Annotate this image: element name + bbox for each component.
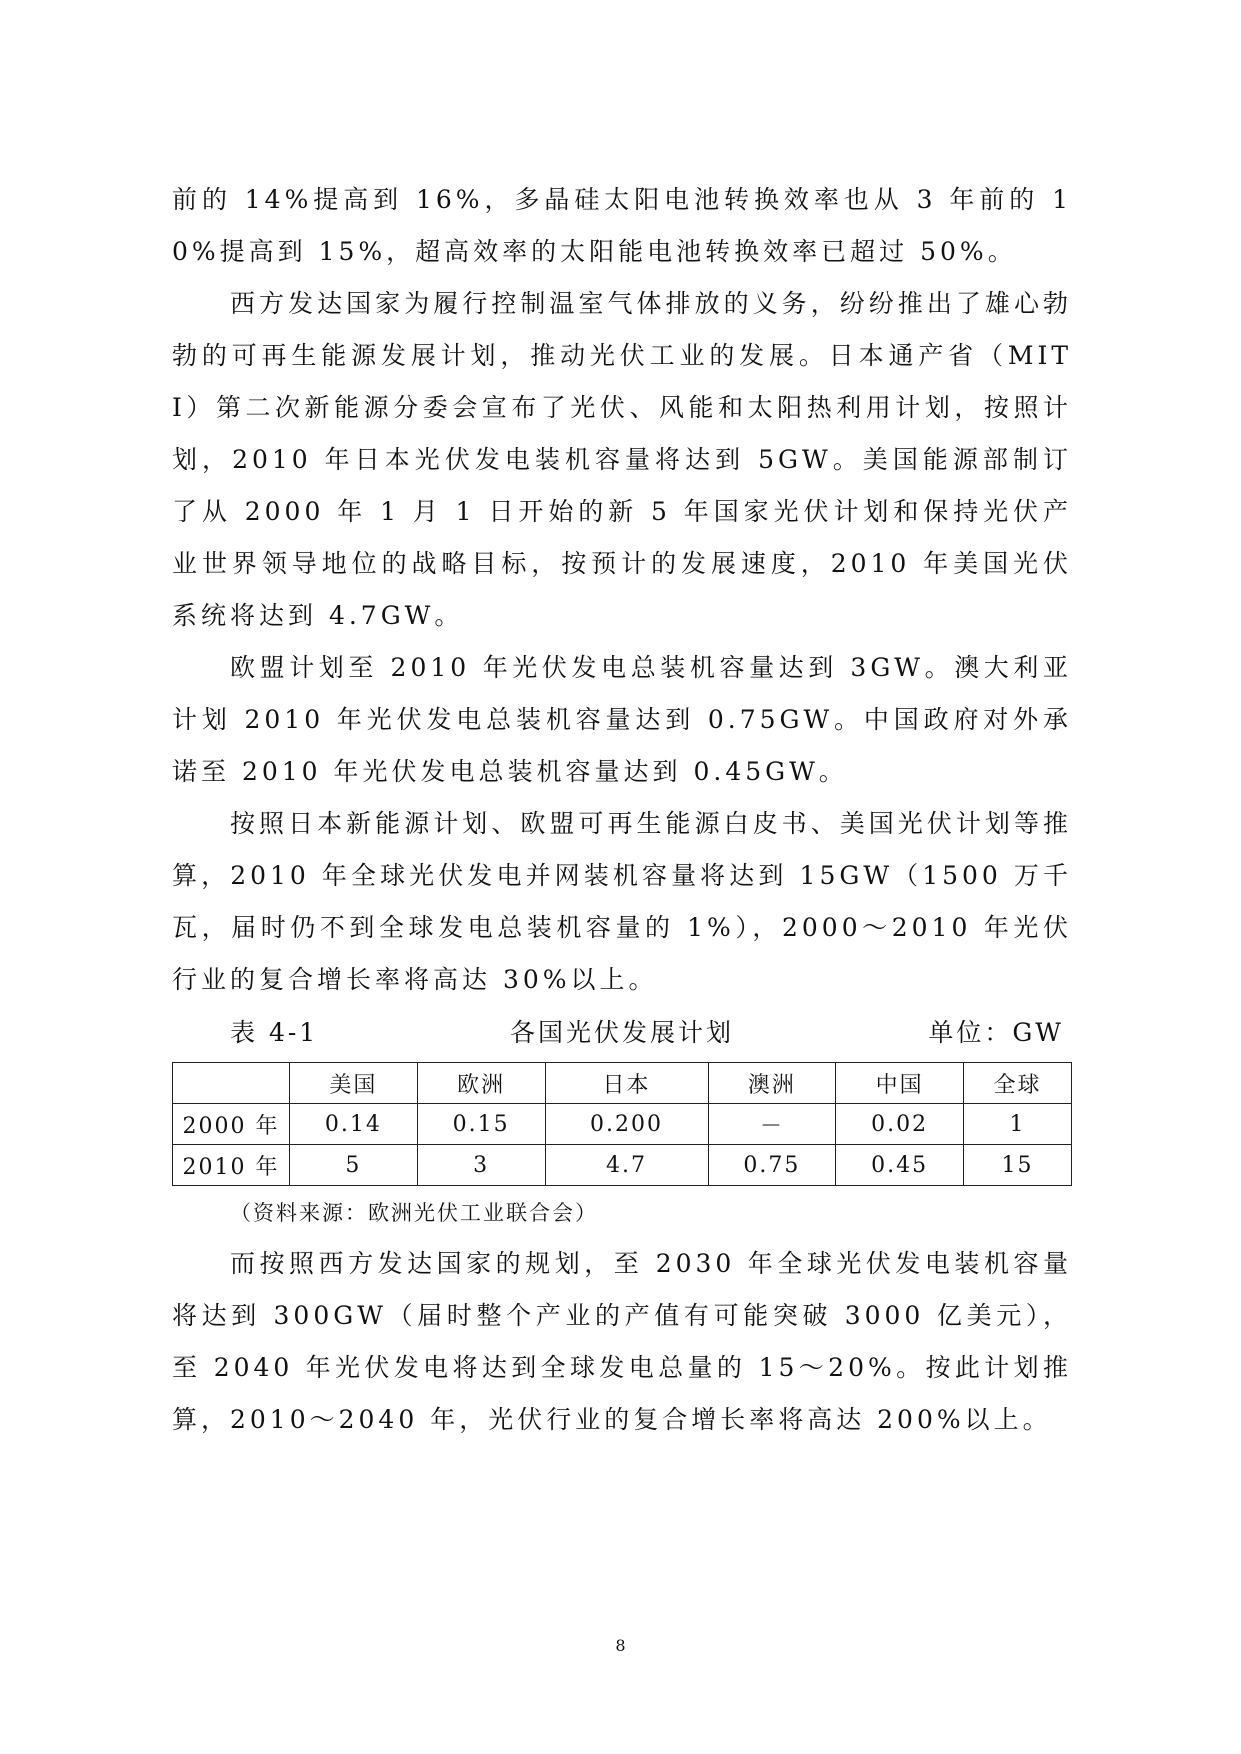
paragraph-continued: 前的 14%提高到 16%，多晶硅太阳电池转换效率也从 3 年前的 10%提高到 15%，超高效率的太阳能电池转换效率已超过 50%。 (172, 185, 1072, 266)
table-cell: 15 (964, 1145, 1072, 1186)
table-header-cell: 中国 (836, 1063, 964, 1104)
table-cell: 1 (964, 1104, 1072, 1145)
table-cell: 0.14 (290, 1104, 418, 1145)
table-cell: 0.02 (836, 1104, 964, 1145)
table-header-row (173, 1063, 1072, 1104)
table-number: 表 4-1 (230, 1018, 319, 1047)
table-cell: 5 (290, 1145, 418, 1186)
table-source-note: （资料来源：欧洲光伏工业联合会） (230, 1201, 598, 1225)
paragraph-long-term-plan: 而按照西方发达国家的规划，至 2030 年全球光伏发电装机容量将达到 300GW（届时整个产业的产值有可能突破 3000 亿美元），至 2040 年光伏发电将达到全球发电总量的 15～20%。按此计划推算，2010～2040 年，光伏行业的复合增长率将高达 200%以上。 (172, 1249, 1072, 1434)
table-unit: 单位：GW (928, 1018, 1064, 1047)
table-cell: 0.75 (708, 1145, 836, 1186)
table-header-cell: 全球 (964, 1063, 1072, 1104)
paragraph-western-plans: 西方发达国家为履行控制温室气体排放的义务，纷纷推出了雄心勃勃的可再生能源发展计划，推动光伏工业的发展。日本通产省（MITI）第二次新能源分委会宣布了光伏、风能和太阳热利用计划，按照计划，2010 年日本光伏发电装机容量将达到 5GW。美国能源部制订了从 2000 年 1 月 1 日开始的新 5 年国家光伏计划和保持光伏产业世界领导地位的战略目标，按预计的发展速度，2010 年美国光伏系统将达到 4.7GW。 (172, 289, 1072, 630)
table-header-cell: 美国 (290, 1063, 418, 1104)
paragraph-eu-plan: 欧盟计划至 2010 年光伏发电总装机容量达到 3GW。澳大利亚计划 2010 年光伏发电总装机容量达到 0.75GW。中国政府对外承诺至 2010 年光伏发电总装机容量达到 0.45GW。 (172, 653, 1072, 786)
page-number: 8 (615, 1636, 626, 1655)
table-caption (172, 1012, 1072, 1054)
table-cell: － (708, 1104, 836, 1145)
table-header-cell: 欧洲 (417, 1063, 545, 1104)
table-row-label: 2000 年 (173, 1104, 290, 1145)
page-content (172, 174, 1072, 1446)
table-title: 各国光伏发展计划 (509, 1018, 734, 1047)
table-cell: 0.15 (417, 1104, 545, 1145)
table-cell: 4.7 (545, 1145, 708, 1186)
table-header-cell (173, 1063, 290, 1104)
table-header-cell: 日本 (545, 1063, 708, 1104)
table-row-label: 2010 年 (173, 1145, 290, 1186)
table-row (173, 1104, 1072, 1145)
pv-plan-table (172, 1062, 1072, 1186)
table-cell: 0.45 (836, 1145, 964, 1186)
table-row (173, 1145, 1072, 1186)
table-cell: 0.200 (545, 1104, 708, 1145)
table-cell: 3 (417, 1145, 545, 1186)
paragraph-global-estimate: 按照日本新能源计划、欧盟可再生能源白皮书、美国光伏计划等推算，2010 年全球光伏发电并网装机容量将达到 15GW（1500 万千瓦，届时仍不到全球发电总装机容量的 1%），2000～2010 年光伏行业的复合增长率将高达 30%以上。 (172, 809, 1072, 994)
table-header-cell: 澳洲 (708, 1063, 836, 1104)
